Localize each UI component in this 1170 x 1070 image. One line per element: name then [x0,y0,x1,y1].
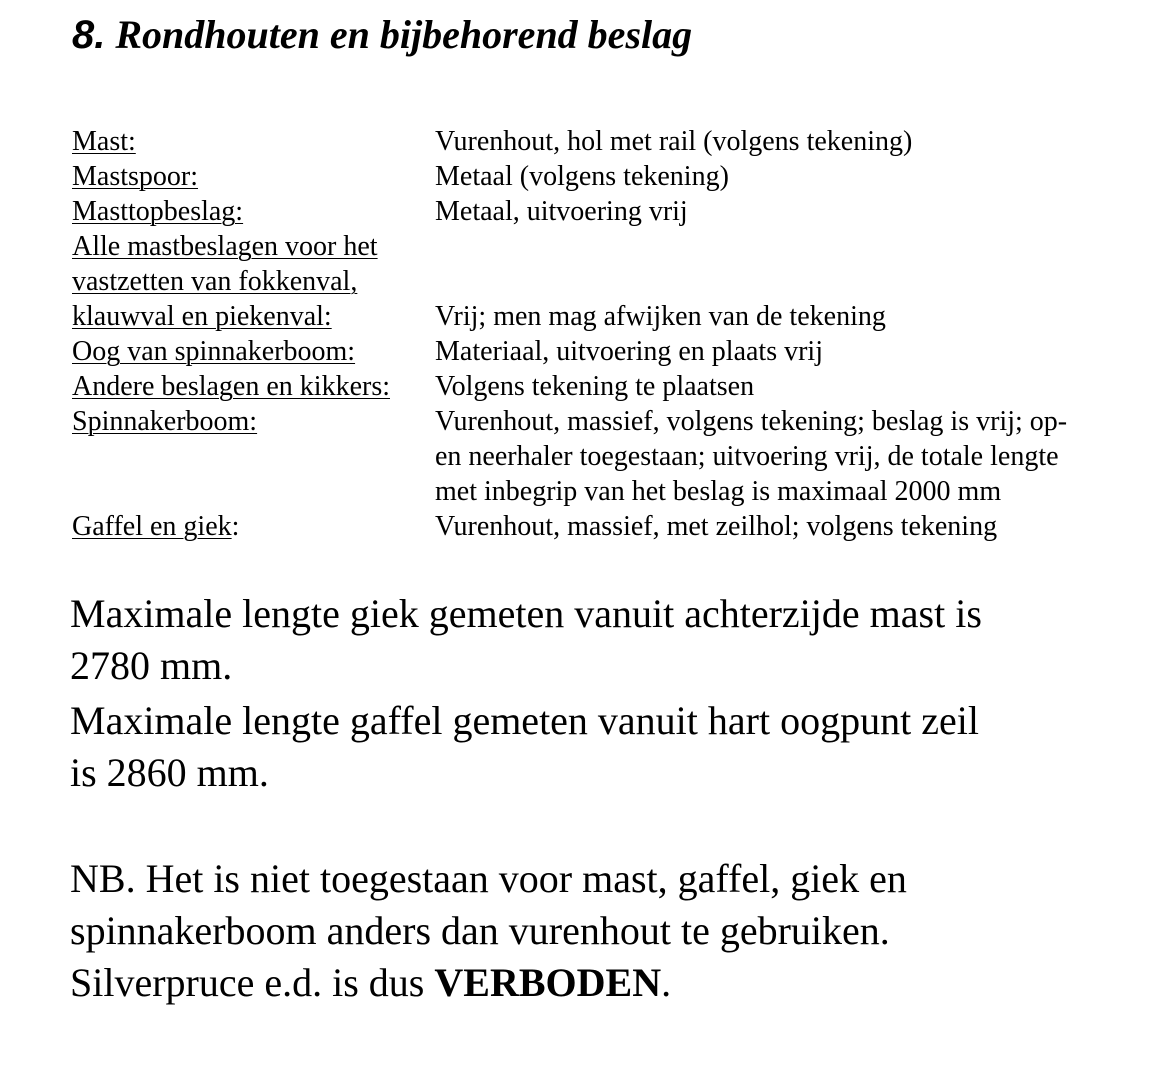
spec-row-spinnakerboom [72,404,1132,509]
note-line [70,957,907,1009]
section-number: 8. [72,13,106,57]
spec-label [72,194,435,229]
spec-value-line: Metaal (volgens tekening) [435,161,729,192]
spec-value [435,334,1132,369]
note-line: spinnakerboom anders dan vurenhout te gebruiken. [70,908,890,953]
spec-label-line: Gaffel en giek [72,511,232,542]
spec-row-gaffel-giek [72,509,1132,544]
spec-row-andere-beslagen [72,369,1132,404]
spec-label-line: vastzetten van fokkenval, [72,266,358,297]
spec-label [72,159,435,194]
spec-value-line: met inbegrip van het beslag is maximaal 2000 mm [435,476,1002,507]
section-title: Rondhouten en bijbehorend beslag [115,12,693,57]
spec-label-line: Oog van spinnakerboom: [72,336,356,367]
rule-gaffel-length [70,695,979,799]
spec-row-mastspoor [72,159,1132,194]
spec-label [72,509,435,544]
rule-line: is 2860 mm. [70,750,269,795]
spec-value-line: Vurenhout, massief, met zeilhol; volgens tekening [435,511,998,542]
spec-label [72,334,435,369]
spec-value [435,369,1132,404]
spec-value [435,404,1132,509]
spec-label [72,369,435,404]
section-heading [72,10,692,60]
note-emphasis: VERBODEN [434,960,662,1005]
spec-row-masttopbeslag [72,194,1132,229]
spec-label [72,124,435,159]
spec-value-line: en neerhaler toegestaan; uitvoering vrij, de totale lengte [435,441,1059,472]
spec-value-line: Vurenhout, hol met rail (volgens tekening) [435,126,913,157]
spec-label-line: klauwval en piekenval: [72,301,332,332]
spec-value [435,124,1132,159]
spec-table [72,124,1132,544]
note-line-suffix: . [661,960,672,1005]
spec-label-suffix: : [231,511,240,542]
spec-row-oog-spinnakerboom [72,334,1132,369]
rule-line: Maximale lengte gaffel gemeten vanuit hart oogpunt zeil [70,698,979,743]
spec-label-line: Andere beslagen en kikkers: [72,371,390,402]
spec-label-line: Masttopbeslag: [72,196,244,227]
spec-value [435,194,1132,229]
spec-value [435,299,1132,334]
rule-line: 2780 mm. [70,643,233,688]
spec-label-line: Mast: [72,126,136,157]
spec-value [435,509,1132,544]
spec-value-line: Metaal, uitvoering vrij [435,196,688,227]
spec-value-line: Vrij; men mag afwijken van de tekening [435,301,886,332]
note-line-prefix: Silverpruce e.d. is dus [70,960,435,1005]
spec-label [72,404,435,439]
spec-row-mastbeslagen [72,229,1132,334]
rule-line: Maximale lengte giek gemeten vanuit achterzijde mast is [70,591,982,636]
rule-giek-length [70,588,982,692]
spec-label-line: Alle mastbeslagen voor het [72,231,378,262]
spec-value-line: Vurenhout, massief, volgens tekening; beslag is vrij; op- [435,406,1068,437]
spec-label [72,229,435,334]
note-line: NB. Het is niet toegestaan voor mast, gaffel, giek en [70,856,907,901]
spec-value-line: Materiaal, uitvoering en plaats vrij [435,336,823,367]
spec-row-mast [72,124,1132,159]
spec-label-line: Mastspoor: [72,161,198,192]
spec-value [435,159,1132,194]
nb-note [70,853,907,1009]
spec-value-line: Volgens tekening te plaatsen [435,371,755,402]
spec-label-line: Spinnakerboom: [72,406,258,437]
